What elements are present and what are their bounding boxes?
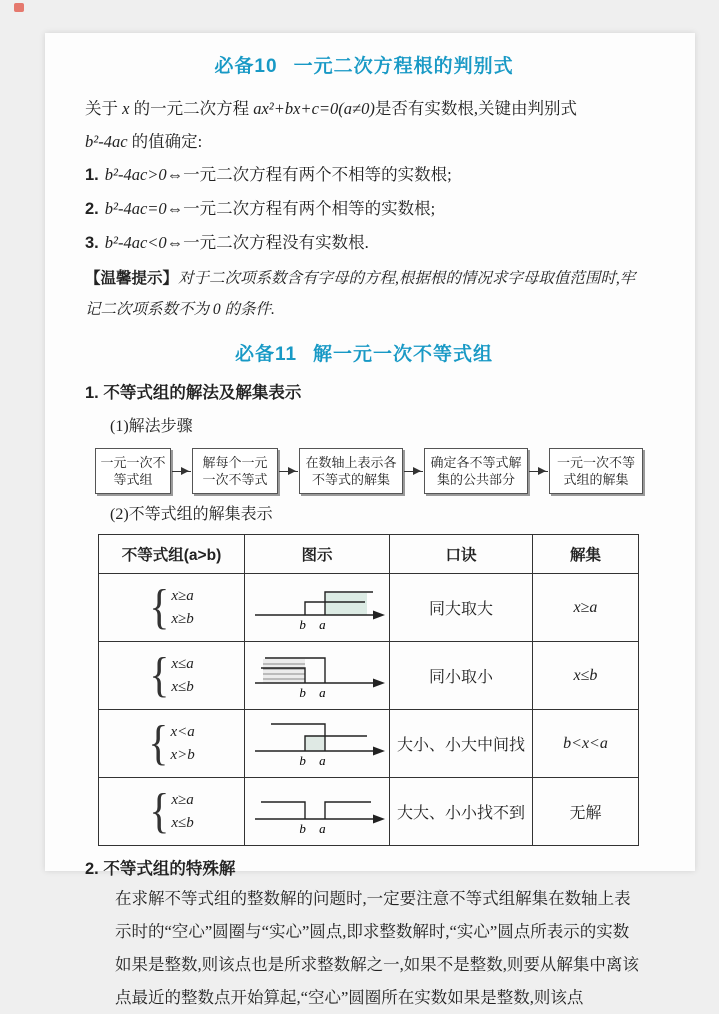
item-number: 2. xyxy=(85,200,99,218)
item-text: ⇔一元二次方程有两个相等的实数根; xyxy=(166,199,436,218)
discriminant-case-3 xyxy=(85,226,643,260)
system-cell xyxy=(99,574,245,642)
inequality-top: x≥a xyxy=(171,791,194,808)
solution-set-table xyxy=(98,534,639,846)
table-row xyxy=(99,642,639,710)
flow-step-2: 解每个一元一次不等式 xyxy=(192,448,278,494)
inequality-bottom: x≤b xyxy=(171,678,194,695)
intro-text: 关于 xyxy=(85,99,118,118)
solution-steps-flowchart xyxy=(95,448,643,494)
brace-glyph: { xyxy=(149,581,170,634)
numberline-diagram-both-less xyxy=(247,645,387,701)
table-row xyxy=(99,778,639,846)
discriminant-case-2 xyxy=(85,192,643,226)
inequality-top: x<a xyxy=(170,723,195,740)
diagram-cell xyxy=(245,710,390,778)
section11-badge: 必备11 xyxy=(234,344,298,365)
brace-glyph: { xyxy=(149,785,170,838)
diagram-labels: b a xyxy=(299,753,331,768)
diagram-cell xyxy=(245,642,390,710)
flow-arrow-icon xyxy=(404,471,423,472)
solution-cell: x≤b xyxy=(533,642,639,710)
brace-glyph: { xyxy=(148,717,169,770)
warm-tip-label: 【温馨提示】 xyxy=(85,270,179,287)
system-cell xyxy=(99,710,245,778)
col-header-diagram: 图示 xyxy=(245,535,390,574)
section11-title-text: 解一元一次不等式组 xyxy=(313,344,494,365)
subhead-solution-sets: (2)不等式组的解集表示 xyxy=(110,506,273,523)
flow-arrow-icon xyxy=(172,471,191,472)
subhead-steps: (1)解法步骤 xyxy=(110,418,193,435)
intro-text: 是否有实数根,关键由判别式 xyxy=(374,99,577,118)
diagram-labels: b a xyxy=(299,821,331,836)
math-x: x xyxy=(122,99,130,118)
mnemonic-cell: 同小取小 xyxy=(390,642,533,710)
flow-step-3: 在数轴上表示各不等式的解集 xyxy=(299,448,403,494)
col-header-solution: 解集 xyxy=(533,535,639,574)
flow-arrow-icon xyxy=(529,471,548,472)
inequality-top: x≥a xyxy=(171,587,194,604)
item-math: b²-4ac<0 xyxy=(104,233,167,252)
item-math: b²-4ac>0 xyxy=(104,165,167,184)
math-equation: ax²+bx+c=0(a≠0) xyxy=(253,99,375,118)
system-cell xyxy=(99,778,245,846)
item-text: ⇔一元二次方程有两个不相等的实数根; xyxy=(166,165,452,184)
heading-solution-methods: 1. 不等式组的解法及解集表示 xyxy=(85,384,302,402)
numberline-diagram-no-solution xyxy=(247,781,387,837)
item-text: ⇔一元二次方程没有实数根. xyxy=(166,233,369,252)
diagram-labels: b a xyxy=(299,617,331,632)
brace-glyph: { xyxy=(149,649,170,702)
inequality-bottom: x>b xyxy=(170,746,195,763)
discriminant-case-1 xyxy=(85,158,643,192)
special-solutions-paragraph: 在求解不等式组的整数解的问题时,一定要注意不等式组解集在数轴上表示时的“空心”圆圈与“实心”圆点,即求整数解时,“实心”圆点所表示的实数如果是整数,则该点也是所求整数解之一,如果不是整数,则要从解集中离该点最近的整数点开始算起,“空心”圆圈所在实数如果是整数,则该点 xyxy=(115,889,639,1007)
flow-arrow-icon xyxy=(279,471,298,472)
section11-title xyxy=(85,339,643,366)
item-math: b²-4ac=0 xyxy=(104,199,167,218)
math-discriminant: b²-4ac xyxy=(85,132,128,151)
warm-tip xyxy=(85,263,643,325)
intro-text: 的值确定: xyxy=(131,132,203,151)
inequality-top: x≤a xyxy=(171,655,194,672)
item-number: 1. xyxy=(85,166,99,184)
numberline-diagram-between xyxy=(247,713,387,769)
table-row xyxy=(99,574,639,642)
item-number: 3. xyxy=(85,234,99,252)
flow-step-4: 确定各不等式解集的公共部分 xyxy=(424,448,528,494)
section10-title-text: 一元二次方程根的判别式 xyxy=(293,56,514,77)
flow-step-5: 一元一次不等式组的解集 xyxy=(549,448,643,494)
mnemonic-cell: 大大、小小找不到 xyxy=(390,778,533,846)
inequality-bottom: x≥b xyxy=(171,610,194,627)
intro-text: 的一元二次方程 xyxy=(133,99,250,118)
diagram-cell xyxy=(245,574,390,642)
table-row xyxy=(99,710,639,778)
red-corner-tab xyxy=(14,3,24,12)
solution-cell: x≥a xyxy=(533,574,639,642)
flow-step-1: 一元一次不等式组 xyxy=(95,448,171,494)
textbook-page xyxy=(45,33,695,1007)
system-cell xyxy=(99,642,245,710)
solution-cell: 无解 xyxy=(533,778,639,846)
diagram-cell xyxy=(245,778,390,846)
section10-badge: 必备10 xyxy=(214,56,278,77)
diagram-labels: b a xyxy=(299,685,331,700)
mnemonic-cell: 大小、小大中间找 xyxy=(390,710,533,778)
section10-intro xyxy=(85,92,643,158)
table-header-row xyxy=(99,535,639,574)
heading-special-solutions: 2. 不等式组的特殊解 xyxy=(85,860,236,878)
col-header-system: 不等式组(a>b) xyxy=(99,535,245,574)
col-header-mnemonic: 口诀 xyxy=(390,535,533,574)
section10-title xyxy=(85,51,643,78)
inequality-bottom: x≤b xyxy=(171,814,194,831)
solution-cell: b<x<a xyxy=(533,710,639,778)
warm-tip-text: 对于二次项系数含有字母的方程,根据根的情况求字母取值范围时,牢记二次项系数不为 0 的条件. xyxy=(85,270,636,318)
numberline-diagram-both-greater xyxy=(247,577,387,633)
mnemonic-cell: 同大取大 xyxy=(390,574,533,642)
